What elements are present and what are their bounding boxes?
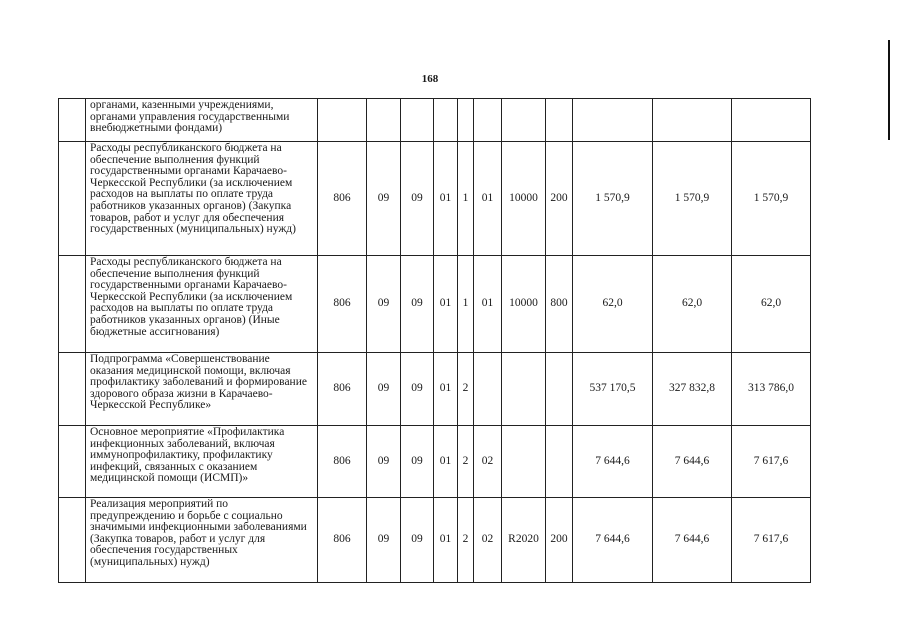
section-code-cell: 09 — [367, 142, 401, 256]
expense-type-cell — [546, 426, 573, 498]
amount-year2-cell: 1 570,9 — [653, 142, 732, 256]
amount-year2-cell — [653, 99, 732, 142]
expense-name-cell: Расходы республиканского бюджета на обеспечение выполнения функций государственными органами Карачаево-Черкесской Республики (за исключением расходов на выплаты по оплате труда работников указанных органов) (Закупка товаров, работ и услуг для обеспечения государственных (муниципальных) нужд) — [86, 142, 318, 256]
table-row — [59, 426, 811, 498]
table-row — [59, 498, 811, 583]
program-code-cell: 01 — [434, 256, 458, 353]
budget-table — [58, 98, 811, 583]
number-cell — [59, 498, 86, 583]
amount-year3-cell: 1 570,9 — [732, 142, 811, 256]
subprogram-code-cell: 2 — [458, 353, 474, 426]
amount-year2-cell: 62,0 — [653, 256, 732, 353]
expense-type-cell — [546, 99, 573, 142]
subprogram-code-cell: 2 — [458, 426, 474, 498]
direction-code-cell — [502, 99, 546, 142]
amount-year3-cell — [732, 99, 811, 142]
measure-code-cell — [474, 353, 502, 426]
program-code-cell: 01 — [434, 353, 458, 426]
expense-type-cell — [546, 353, 573, 426]
ministry-code-cell: 806 — [318, 498, 367, 583]
ministry-code-cell: 806 — [318, 426, 367, 498]
subsection-code-cell: 09 — [401, 498, 434, 583]
program-code-cell — [434, 99, 458, 142]
subsection-code-cell: 09 — [401, 353, 434, 426]
direction-code-cell: R2020 — [502, 498, 546, 583]
subsection-code-cell — [401, 99, 434, 142]
amount-year1-cell: 1 570,9 — [573, 142, 653, 256]
section-code-cell — [367, 99, 401, 142]
table-row — [59, 353, 811, 426]
measure-code-cell: 01 — [474, 142, 502, 256]
section-code-cell: 09 — [367, 353, 401, 426]
subsection-code-cell: 09 — [401, 256, 434, 353]
table-row — [59, 256, 811, 353]
amount-year1-cell — [573, 99, 653, 142]
amount-year1-cell: 7 644,6 — [573, 426, 653, 498]
program-code-cell: 01 — [434, 142, 458, 256]
expense-name-cell: Основное мероприятие «Профилактика инфекционных заболеваний, включая иммунопрофилактику, профилактику инфекций, связанных с оказанием медицинской помощи (ИСМП)» — [86, 426, 318, 498]
section-code-cell: 09 — [367, 426, 401, 498]
amount-year1-cell: 7 644,6 — [573, 498, 653, 583]
subprogram-code-cell: 1 — [458, 256, 474, 353]
expense-name-cell: Расходы республиканского бюджета на обеспечение выполнения функций государственными органами Карачаево-Черкесской Республики (за исключением расходов на выплаты по оплате труда работников указанных органов) (Иные бюджетные ассигнования) — [86, 256, 318, 353]
expense-type-cell: 200 — [546, 142, 573, 256]
page-number: 168 — [421, 73, 439, 85]
scan-edge-mark — [888, 40, 890, 140]
subprogram-code-cell: 2 — [458, 498, 474, 583]
ministry-code-cell: 806 — [318, 353, 367, 426]
amount-year1-cell: 62,0 — [573, 256, 653, 353]
amount-year1-cell: 537 170,5 — [573, 353, 653, 426]
amount-year3-cell: 62,0 — [732, 256, 811, 353]
amount-year3-cell: 7 617,6 — [732, 498, 811, 583]
number-cell — [59, 256, 86, 353]
table-row — [59, 142, 811, 256]
expense-name-cell: Подпрограмма «Совершенствование оказания медицинской помощи, включая профилактику заболеваний и формирование здорового образа жизни в Карачаево-Черкесской Республике» — [86, 353, 318, 426]
program-code-cell: 01 — [434, 498, 458, 583]
measure-code-cell: 01 — [474, 256, 502, 353]
amount-year2-cell: 7 644,6 — [653, 426, 732, 498]
ministry-code-cell — [318, 99, 367, 142]
expense-name-cell: органами, казенными учреждениями, органами управления государственными внебюджетными фондами) — [86, 99, 318, 142]
measure-code-cell: 02 — [474, 498, 502, 583]
table-row — [59, 99, 811, 142]
number-cell — [59, 353, 86, 426]
subsection-code-cell: 09 — [401, 426, 434, 498]
direction-code-cell — [502, 426, 546, 498]
section-code-cell: 09 — [367, 256, 401, 353]
subprogram-code-cell: 1 — [458, 142, 474, 256]
ministry-code-cell: 806 — [318, 256, 367, 353]
amount-year3-cell: 7 617,6 — [732, 426, 811, 498]
direction-code-cell: 10000 — [502, 142, 546, 256]
direction-code-cell — [502, 353, 546, 426]
number-cell — [59, 142, 86, 256]
number-cell — [59, 99, 86, 142]
ministry-code-cell: 806 — [318, 142, 367, 256]
program-code-cell: 01 — [434, 426, 458, 498]
amount-year3-cell: 313 786,0 — [732, 353, 811, 426]
number-cell — [59, 426, 86, 498]
subprogram-code-cell — [458, 99, 474, 142]
direction-code-cell: 10000 — [502, 256, 546, 353]
measure-code-cell — [474, 99, 502, 142]
expense-type-cell: 800 — [546, 256, 573, 353]
measure-code-cell: 02 — [474, 426, 502, 498]
expense-name-cell: Реализация мероприятий по предупреждению и борьбе с социально значимыми инфекционными заболеваниями (Закупка товаров, работ и услуг для обеспечения государственных (муниципальных) нужд) — [86, 498, 318, 583]
amount-year2-cell: 7 644,6 — [653, 498, 732, 583]
subsection-code-cell: 09 — [401, 142, 434, 256]
section-code-cell: 09 — [367, 498, 401, 583]
expense-type-cell: 200 — [546, 498, 573, 583]
amount-year2-cell: 327 832,8 — [653, 353, 732, 426]
